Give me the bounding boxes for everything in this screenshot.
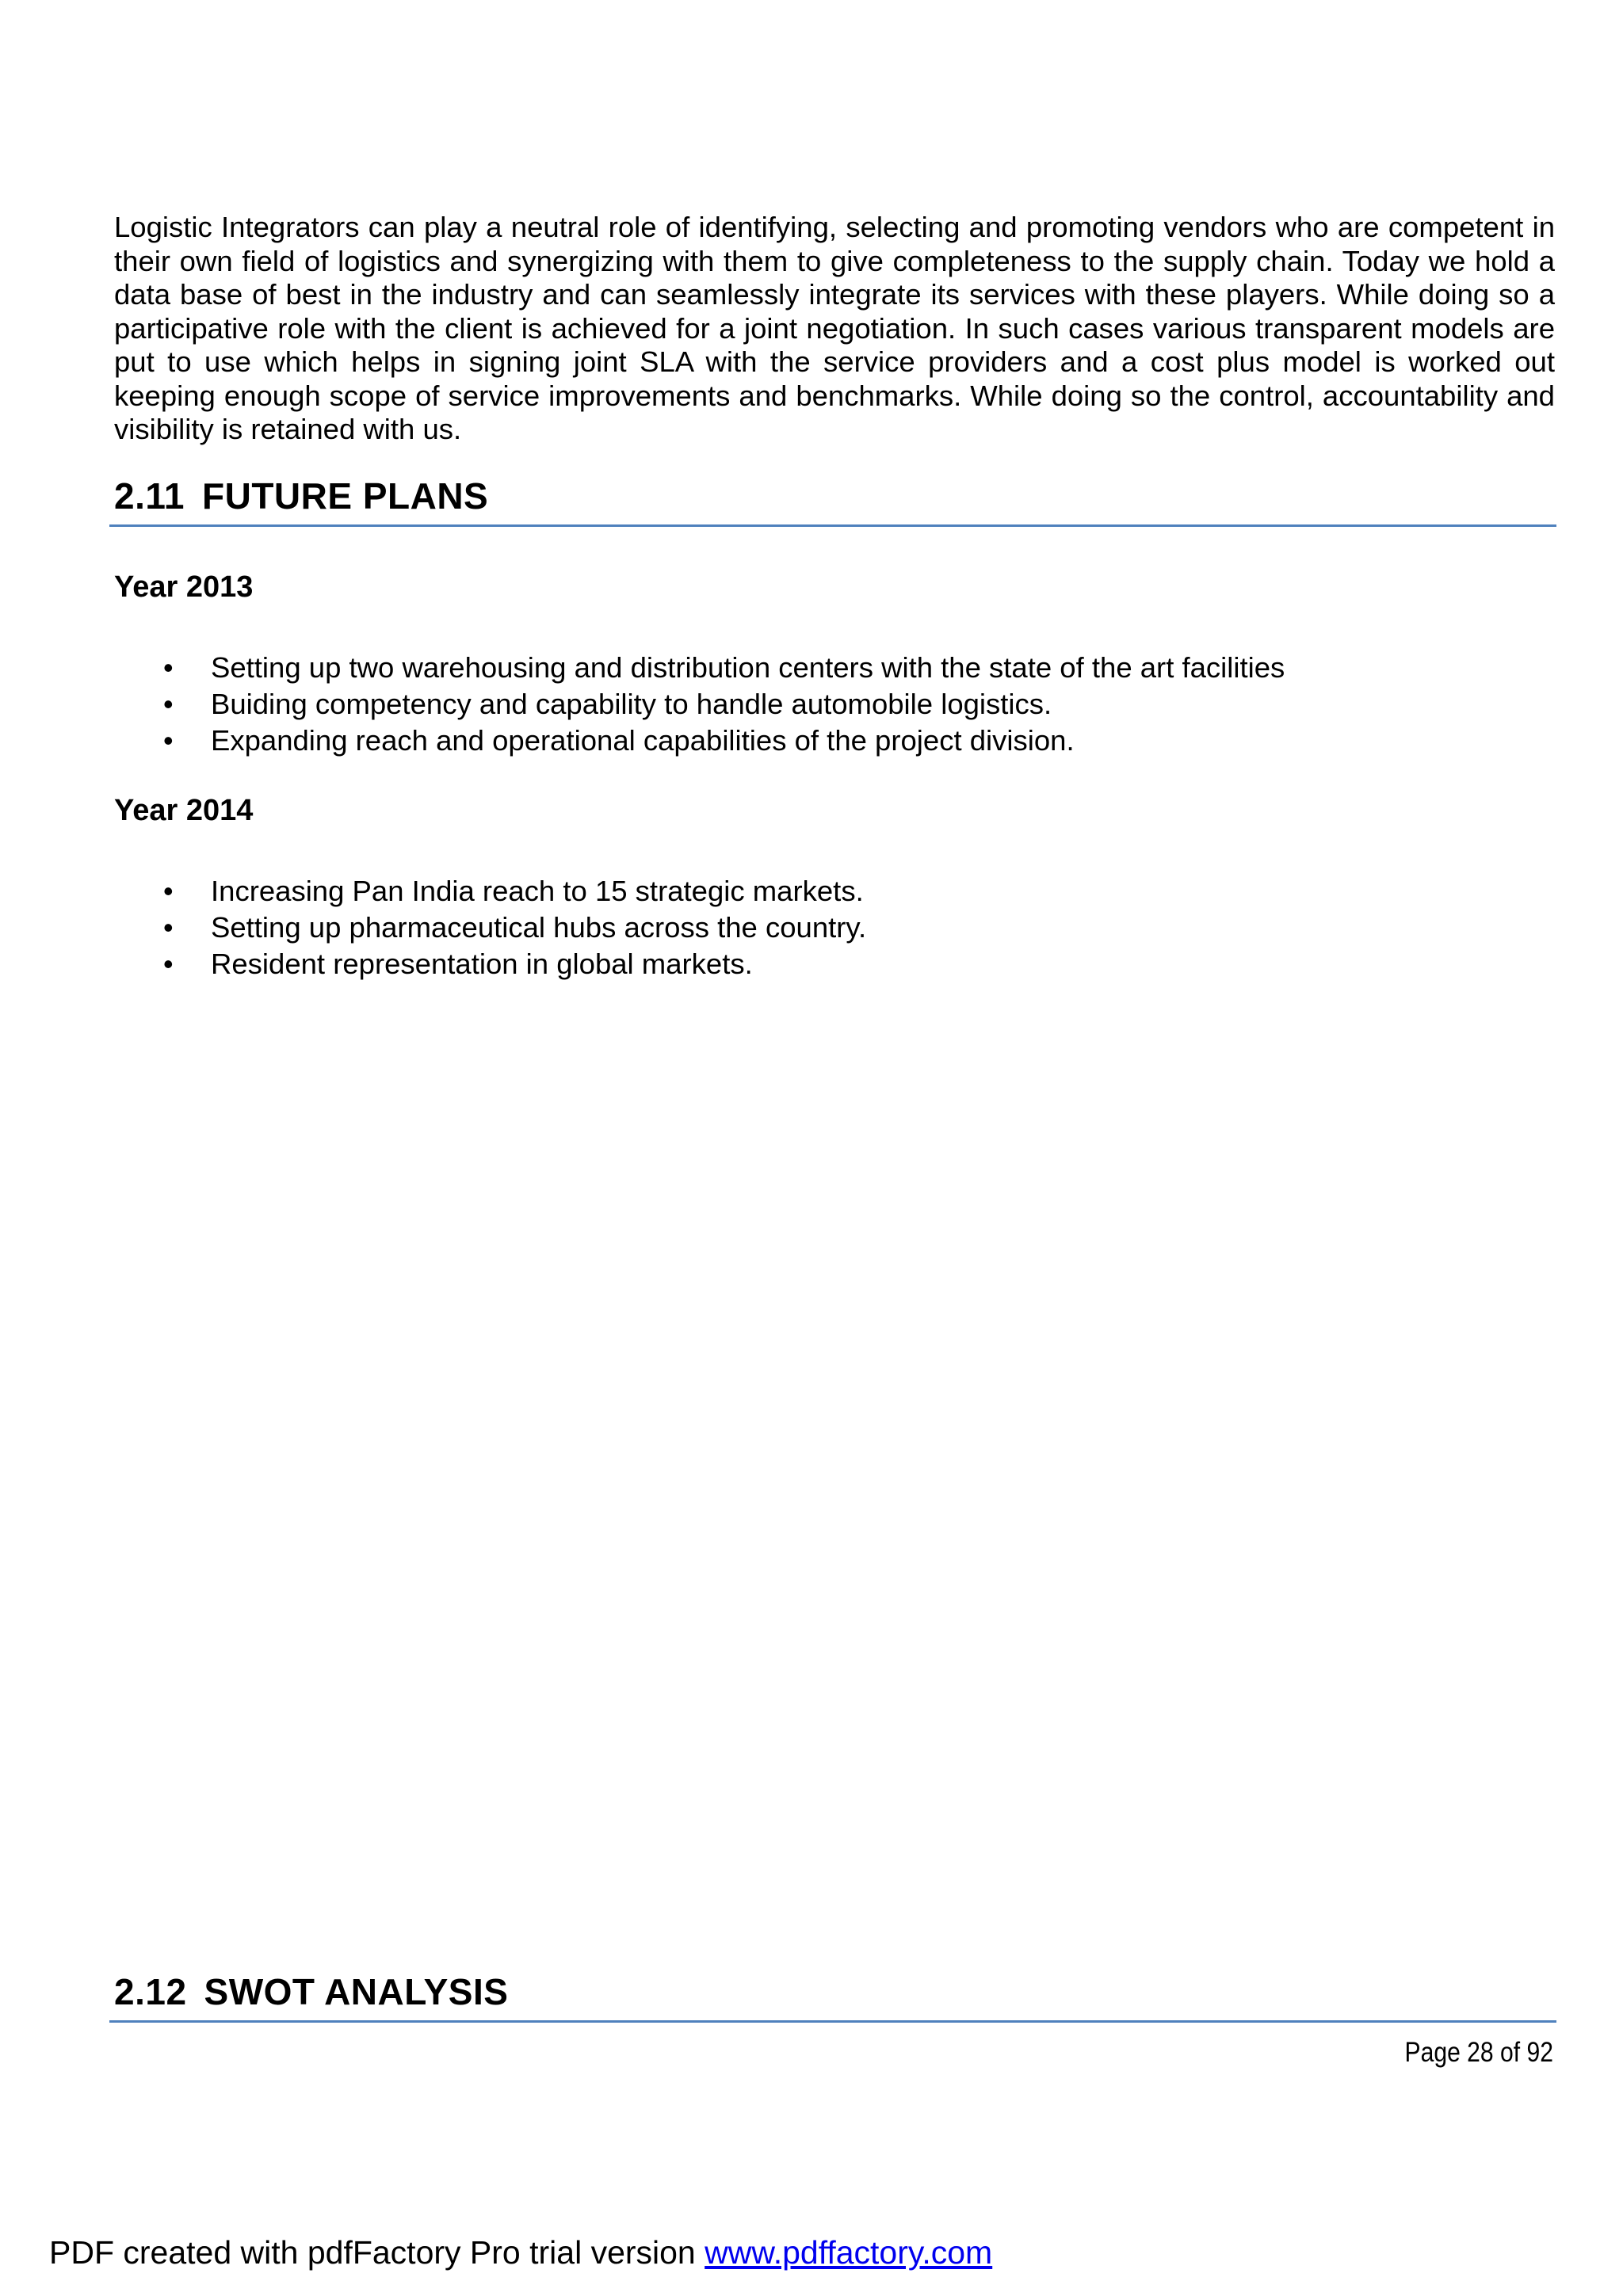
section-number: 2.11 bbox=[114, 475, 185, 517]
pdffactory-link[interactable]: www.pdffactory.com bbox=[705, 2234, 993, 2271]
section-heading-swot-analysis bbox=[114, 1970, 1555, 2014]
bullet-icon: • bbox=[163, 911, 174, 944]
subheading-year-2014: Year 2014 bbox=[114, 794, 254, 827]
bullet-icon: • bbox=[163, 948, 174, 980]
pdf-footer bbox=[49, 2233, 992, 2272]
bullet-icon: • bbox=[163, 688, 174, 720]
section-title: FUTURE PLANS bbox=[202, 475, 489, 517]
section-divider bbox=[109, 524, 1556, 527]
bullet-icon: • bbox=[163, 724, 174, 757]
list-item: • Increasing Pan India reach to 15 strategic markets. bbox=[114, 873, 1555, 910]
intro-paragraph: Logistic Integrators can play a neutral role of identifying, selecting and promoting vendors who are competent in their own field of logistics and synergizing with them to give completeness to the supply chain. Today we hold a data base of best in the industry and can seamlessly integrate its services with these players. While doing so a participative role with the client is achieved for a joint negotiation. In such cases various transparent models are put to use which helps in signing joint SLA with the service providers and a cost plus model is worked out keeping enough scope of service improvements and benchmarks. While doing so the control, accountability and visibility is retained with us. bbox=[114, 211, 1555, 445]
list-item: • Buiding competency and capability to handle automobile logistics. bbox=[114, 686, 1555, 723]
section-divider bbox=[109, 2020, 1556, 2023]
list-item: • Resident representation in global markets. bbox=[114, 946, 1555, 982]
section-title: SWOT ANALYSIS bbox=[204, 1971, 509, 2012]
section-number: 2.12 bbox=[114, 1971, 187, 2012]
footer-text: PDF created with pdfFactory Pro trial version bbox=[49, 2234, 705, 2271]
page-number: Page 28 of 92 bbox=[1404, 2037, 1553, 2068]
list-item: • Setting up two warehousing and distribution centers with the state of the art facilities bbox=[114, 650, 1555, 686]
bullet-icon: • bbox=[163, 875, 174, 907]
list-item: • Setting up pharmaceutical hubs across the country. bbox=[114, 910, 1555, 946]
bullet-icon: • bbox=[163, 651, 174, 684]
bullet-list-year-2014 bbox=[114, 873, 1555, 982]
subheading-year-2013: Year 2013 bbox=[114, 570, 254, 604]
list-item: • Expanding reach and operational capabilities of the project division. bbox=[114, 723, 1555, 759]
bullet-list-year-2013 bbox=[114, 650, 1555, 759]
section-heading-future-plans bbox=[114, 474, 1555, 518]
